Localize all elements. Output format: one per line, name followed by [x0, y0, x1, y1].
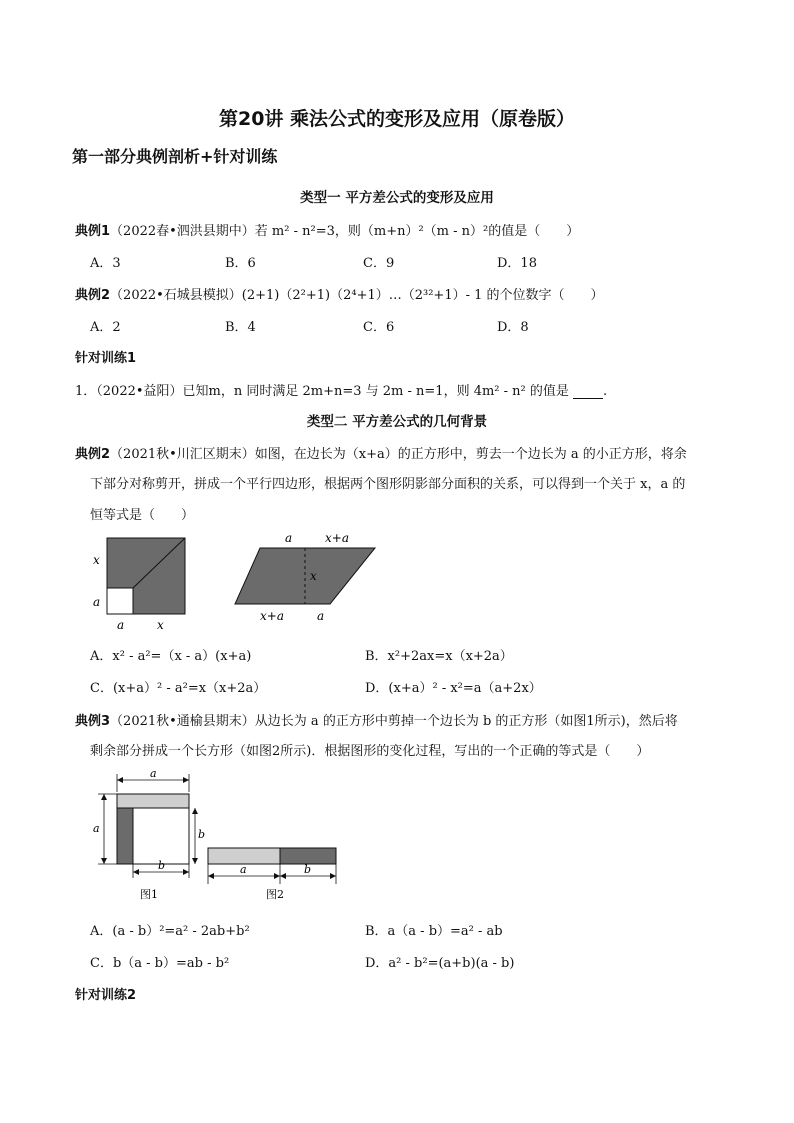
label-a: a: [150, 767, 157, 780]
removed-square: [133, 808, 189, 864]
question-3-line-3: 恒等式是（ ）: [90, 508, 195, 523]
option-d: D．18: [497, 256, 537, 271]
rect-light-part: [208, 848, 280, 864]
option-c: C．9: [363, 256, 395, 271]
label-a: a: [93, 595, 101, 609]
option-d: D．a² - b²=(a+b)(a - b): [365, 956, 515, 971]
option-c: C．(x+a）² - a²=x（x+2a）: [90, 681, 267, 696]
option-a: A．(a - b）²=a² - 2ab+b²: [90, 924, 250, 939]
small-square: [107, 588, 133, 614]
question-4-line-2: 剩余部分拼成一个长方形（如图2所示)．根据图形的变化过程，写出的一个正确的等式是（ ）: [90, 744, 650, 759]
option-c: C．6: [363, 320, 395, 335]
label-a: a: [93, 822, 100, 835]
option-c: C．b（a - b）=ab - b²: [90, 956, 230, 971]
question-3-line-2: 下部分对称剪开，拼成一个平行四边形，根据两个图形阴影部分面积的关系，可以得到一个关于 x，a 的: [90, 477, 686, 492]
question-text: 1．（2022•益阳）已知m，n 同时满足 2m+n=3 与 2m - n=1，则 4m² - n² 的值是: [75, 384, 569, 399]
training-heading-2: 针对训练2: [75, 988, 137, 1003]
question-text: （2021秋•通榆县期末）从边长为 a 的正方形中剪掉一个边长为 b 的正方形（如图1所示)，然后将: [110, 714, 678, 729]
label-a: a: [117, 618, 125, 632]
label-b: b: [158, 859, 166, 872]
question-text: （2021秋•川汇区期末）如图，在边长为（x+a）的正方形中，剪去一个边长为 a 的小正方形，将余: [110, 447, 687, 462]
question-label: 典例3: [75, 714, 111, 729]
label-a: a: [240, 863, 247, 876]
top-strip: [117, 794, 189, 808]
question-label: 典例1: [75, 224, 111, 239]
question-end: .: [603, 384, 608, 399]
label-x: x: [157, 618, 164, 632]
question-4: [75, 710, 678, 729]
label-x: x: [93, 553, 100, 567]
page-title: 第20讲 乘法公式的变形及应用（原卷版）: [218, 108, 576, 130]
question-text: （2022•石城县模拟）(2+1)（2²+1)（2⁴+1）…（2³²+1）- 1 的个位数字（ ）: [110, 288, 604, 303]
label-a: a: [285, 531, 293, 545]
option-b: B．6: [225, 256, 256, 271]
question-2: [75, 284, 604, 303]
label-a: a: [317, 609, 325, 623]
rect-dark-part: [280, 848, 336, 864]
option-b: B．x²+2ax=x（x+2a）: [365, 649, 513, 664]
part-heading: 第一部分典例剖析+针对训练: [72, 147, 278, 166]
figure-square-parallelogram: [85, 528, 395, 636]
option-d: D．(x+a）² - x²=a（a+2x）: [365, 681, 542, 696]
section-heading-1: 类型一 平方差公式的变形及应用: [300, 190, 494, 206]
question-label: 典例2: [75, 447, 111, 462]
left-strip: [117, 808, 133, 864]
option-a: A．2: [90, 320, 121, 335]
figure-1-and-2: [90, 766, 350, 906]
label-b: b: [304, 863, 312, 876]
figure-1-caption: 图1: [140, 888, 158, 901]
label-x: x: [310, 569, 317, 583]
option-b: B．a（a - b）=a² - ab: [365, 924, 503, 939]
option-b: B．4: [225, 320, 256, 335]
question-label: 典例2: [75, 288, 111, 303]
answer-blank: [573, 386, 603, 399]
label-b: b: [198, 828, 206, 841]
training-question-1: [75, 380, 607, 399]
question-1: [75, 220, 579, 239]
option-d: D．8: [497, 320, 529, 335]
label-x-plus-a: x+a: [325, 531, 349, 545]
figure-2-caption: 图2: [266, 888, 284, 901]
question-text: （2022春•泗洪县期中）若 m² - n²=3，则（m+n）²（m - n）²的值是（ ）: [110, 224, 580, 239]
option-a: A．x² - a²=（x - a）(x+a): [90, 649, 252, 664]
section-heading-2: 类型二 平方差公式的几何背景: [306, 414, 488, 430]
label-x-plus-a: x+a: [260, 609, 284, 623]
option-a: A．3: [90, 256, 121, 271]
training-heading-1: 针对训练1: [75, 351, 137, 366]
question-3: [75, 443, 687, 462]
